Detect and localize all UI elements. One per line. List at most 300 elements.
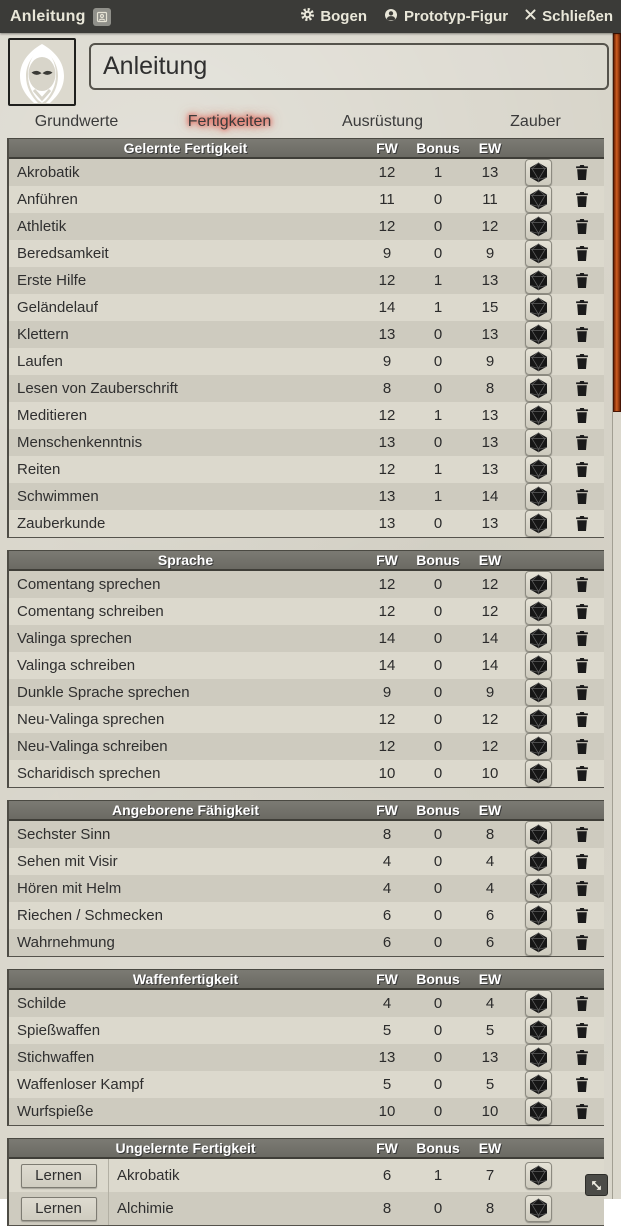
skill-row (9, 1098, 604, 1125)
learn-cell (9, 1159, 109, 1192)
d20-die-icon (528, 709, 549, 730)
column-header-fw: FW (376, 140, 398, 156)
roll-dice-button[interactable] (525, 571, 552, 598)
column-header-fw: FW (376, 1140, 398, 1156)
d20-die-icon (528, 297, 549, 318)
column-header-bonus: Bonus (416, 552, 460, 568)
skill-fw: 8 (382, 380, 392, 397)
skill-bonus: 1 (433, 299, 443, 316)
roll-dice-button[interactable] (525, 294, 552, 321)
skill-row (9, 267, 604, 294)
delete-skill-button[interactable] (574, 576, 590, 593)
roll-dice-button[interactable] (525, 875, 552, 902)
menu-item-schliessen[interactable] (524, 8, 613, 25)
column-header-ew: EW (478, 552, 502, 568)
d20-die-icon (528, 1165, 549, 1186)
hooded-figure-icon (10, 40, 74, 104)
roll-dice-button[interactable] (525, 510, 552, 537)
d20-die-icon (528, 405, 549, 426)
character-name-input[interactable] (89, 43, 609, 90)
skill-name: Wahrnehmung (17, 934, 115, 951)
d20-die-icon (528, 655, 549, 676)
resize-handle[interactable] (585, 1174, 608, 1196)
skill-ew: 4 (485, 880, 495, 897)
roll-dice-button[interactable] (525, 652, 552, 679)
trash-icon (574, 1049, 590, 1066)
menu-item-label: Prototyp-Figur (403, 8, 509, 25)
skill-ew: 12 (481, 711, 499, 728)
skill-name: Wurfspieße (17, 1103, 94, 1120)
trash-icon (574, 765, 590, 782)
skill-fw: 10 (378, 765, 396, 782)
skill-ew: 5 (485, 1022, 495, 1039)
roll-dice-button[interactable] (525, 348, 552, 375)
skill-bonus: 0 (433, 657, 443, 674)
skill-bonus: 0 (433, 1103, 443, 1120)
skill-row (9, 625, 604, 652)
character-card-icon (93, 8, 111, 26)
d20-die-icon (528, 763, 549, 784)
skill-bonus: 1 (433, 272, 443, 289)
skill-fw: 9 (382, 245, 392, 262)
tab-fertigkeiten[interactable]: Fertigkeiten (187, 112, 272, 130)
skill-bonus: 0 (433, 191, 443, 208)
skill-name: Zauberkunde (17, 515, 106, 532)
delete-skill-button[interactable] (574, 515, 590, 532)
d20-die-icon (528, 905, 549, 926)
skill-name: Reiten (17, 461, 61, 478)
trash-icon (574, 218, 590, 235)
delete-skill-button[interactable] (574, 995, 590, 1012)
titlebar (0, 0, 621, 33)
skill-section (7, 1138, 604, 1226)
skill-fw: 9 (382, 684, 392, 701)
skill-name: Schwimmen (17, 488, 99, 505)
skill-fw: 8 (382, 826, 392, 843)
skill-fw: 14 (378, 299, 396, 316)
skill-ew: 11 (482, 191, 498, 208)
skill-name: Schilde (17, 995, 67, 1012)
d20-die-icon (528, 1020, 549, 1041)
skill-section (7, 800, 604, 957)
skill-name: Comentang schreiben (17, 603, 164, 620)
skill-name: Alchimie (117, 1200, 174, 1217)
learn-cell (9, 1192, 109, 1225)
d20-die-icon (528, 628, 549, 649)
skill-row (9, 186, 604, 213)
skill-ew: 6 (485, 934, 495, 951)
delete-skill-button[interactable] (574, 1049, 590, 1066)
skill-name: Hören mit Helm (17, 880, 122, 897)
roll-dice-button[interactable] (525, 267, 552, 294)
tab-bar (0, 109, 612, 134)
roll-dice-button[interactable] (525, 1098, 552, 1125)
delete-skill-button[interactable] (574, 826, 590, 843)
skill-fw: 13 (378, 326, 396, 343)
skill-fw: 12 (378, 711, 396, 728)
section-title: Ungelernte Fertigkeit (115, 1140, 256, 1156)
skill-name: Dunkle Sprache sprechen (17, 684, 190, 701)
delete-skill-button[interactable] (574, 907, 590, 924)
roll-dice-button[interactable] (525, 456, 552, 483)
skill-section (7, 550, 604, 788)
column-header-bonus: Bonus (416, 140, 460, 156)
column-header-ew: EW (478, 802, 502, 818)
skill-ew: 8 (485, 380, 495, 397)
skill-ew: 13 (481, 407, 499, 424)
skill-bonus: 0 (433, 1076, 443, 1093)
delete-skill-button[interactable] (574, 434, 590, 451)
roll-dice-button[interactable] (525, 760, 552, 787)
trash-icon (574, 515, 590, 532)
delete-skill-button[interactable] (574, 657, 590, 674)
skill-row (9, 348, 604, 375)
skill-row (9, 1044, 604, 1071)
skill-ew: 8 (485, 826, 495, 843)
trash-icon (574, 272, 590, 289)
roll-dice-button[interactable] (525, 429, 552, 456)
trash-icon (574, 353, 590, 370)
skill-ew: 13 (481, 1049, 499, 1066)
skill-ew: 4 (485, 995, 495, 1012)
roll-dice-button[interactable] (525, 733, 552, 760)
roll-dice-button[interactable] (525, 902, 552, 929)
skill-fw: 4 (382, 880, 392, 897)
roll-dice-button[interactable] (525, 821, 552, 848)
roll-dice-button[interactable] (525, 625, 552, 652)
skill-row (9, 902, 604, 929)
skill-row (9, 321, 604, 348)
delete-skill-button[interactable] (574, 765, 590, 782)
section-rows (9, 1159, 604, 1225)
skill-ew: 10 (481, 1103, 499, 1120)
skill-row (9, 733, 604, 760)
skill-bonus: 0 (433, 630, 443, 647)
skill-fw: 12 (378, 461, 396, 478)
skill-ew: 14 (481, 488, 499, 505)
skill-fw: 12 (378, 407, 396, 424)
trash-icon (574, 1076, 590, 1093)
delete-skill-button[interactable] (574, 1022, 590, 1039)
delete-skill-button[interactable] (574, 488, 590, 505)
roll-dice-button[interactable] (525, 159, 552, 186)
roll-dice-button[interactable] (525, 321, 552, 348)
titlebar-left (10, 8, 111, 26)
d20-die-icon (528, 513, 549, 534)
delete-skill-button[interactable] (574, 299, 590, 316)
delete-skill-button[interactable] (574, 218, 590, 235)
section-header (9, 550, 604, 571)
skill-fw: 13 (378, 515, 396, 532)
skill-fw: 13 (378, 488, 396, 505)
skill-name: Comentang sprechen (17, 576, 161, 593)
trash-icon (574, 853, 590, 870)
skill-name: Geländelauf (17, 299, 98, 316)
d20-die-icon (528, 162, 549, 183)
column-header-bonus: Bonus (416, 802, 460, 818)
d20-die-icon (528, 682, 549, 703)
skill-bonus: 1 (433, 164, 443, 181)
delete-skill-button[interactable] (574, 326, 590, 343)
roll-dice-button[interactable] (525, 186, 552, 213)
d20-die-icon (528, 574, 549, 595)
learn-button[interactable]: Lernen (21, 1164, 97, 1188)
delete-skill-button[interactable] (574, 630, 590, 647)
skill-row (9, 875, 604, 902)
skill-bonus: 0 (433, 603, 443, 620)
skill-row (9, 294, 604, 321)
menu-item-prototyp-figur[interactable] (383, 7, 508, 27)
skill-ew: 12 (481, 218, 499, 235)
roll-dice-button[interactable] (525, 929, 552, 956)
skill-row (9, 706, 604, 733)
delete-skill-button[interactable] (574, 272, 590, 289)
skill-fw: 5 (382, 1022, 392, 1039)
trash-icon (574, 461, 590, 478)
column-header-fw: FW (376, 802, 398, 818)
skill-bonus: 0 (433, 853, 443, 870)
tab-zauber[interactable]: Zauber (510, 112, 561, 130)
d20-die-icon (528, 932, 549, 953)
skill-fw: 5 (382, 1076, 392, 1093)
section-header (9, 969, 604, 990)
delete-skill-button[interactable] (574, 353, 590, 370)
skill-row (9, 456, 604, 483)
d20-die-icon (528, 736, 549, 757)
skill-ew: 9 (485, 353, 495, 370)
trash-icon (574, 738, 590, 755)
delete-skill-button[interactable] (574, 853, 590, 870)
menu-item-bogen[interactable] (300, 7, 367, 26)
skill-row (9, 213, 604, 240)
trash-icon (574, 907, 590, 924)
skill-fw: 12 (378, 576, 396, 593)
tab-ausruestung[interactable]: Ausrüstung (342, 112, 423, 130)
skill-ew: 14 (481, 657, 499, 674)
skill-name: Riechen / Schmecken (17, 907, 163, 924)
skill-row (9, 1159, 604, 1192)
skill-bonus: 0 (433, 380, 443, 397)
skill-bonus: 0 (433, 765, 443, 782)
roll-dice-button[interactable] (525, 1162, 552, 1189)
skill-name: Spießwaffen (17, 1022, 101, 1039)
skill-fw: 6 (382, 1167, 392, 1184)
skill-ew: 5 (485, 1076, 495, 1093)
d20-die-icon (528, 459, 549, 480)
skill-row (9, 1192, 604, 1225)
delete-skill-button[interactable] (574, 191, 590, 208)
delete-skill-button[interactable] (574, 934, 590, 951)
d20-die-icon (528, 824, 549, 845)
skill-row (9, 1017, 604, 1044)
skill-bonus: 1 (433, 461, 443, 478)
d20-die-icon (528, 486, 549, 507)
skill-fw: 8 (382, 1200, 392, 1217)
roll-dice-button[interactable] (525, 1071, 552, 1098)
skill-fw: 14 (378, 630, 396, 647)
skill-name: Akrobatik (17, 164, 80, 181)
roll-dice-button[interactable] (525, 706, 552, 733)
skill-row (9, 848, 604, 875)
skill-ew: 13 (481, 272, 499, 289)
section-title: Gelernte Fertigkeit (123, 140, 248, 156)
trash-icon (574, 995, 590, 1012)
section-title: Angeborene Fähigkeit (111, 802, 260, 818)
d20-die-icon (528, 189, 549, 210)
column-header-ew: EW (478, 971, 502, 987)
roll-dice-button[interactable] (525, 679, 552, 706)
trash-icon (574, 934, 590, 951)
skill-fw: 13 (378, 434, 396, 451)
delete-skill-button[interactable] (574, 1076, 590, 1093)
skill-name: Lesen von Zauberschrift (17, 380, 178, 397)
skill-bonus: 0 (433, 326, 443, 343)
skill-bonus: 1 (433, 488, 443, 505)
column-header-bonus: Bonus (416, 971, 460, 987)
skill-bonus: 1 (433, 1167, 443, 1184)
skill-name: Stichwaffen (17, 1049, 95, 1066)
roll-dice-button[interactable] (525, 402, 552, 429)
delete-skill-button[interactable] (574, 1103, 590, 1120)
roll-dice-button[interactable] (525, 240, 552, 267)
section-header (9, 1138, 604, 1159)
d20-die-icon (528, 1047, 549, 1068)
skill-name: Laufen (17, 353, 63, 370)
section-title: Waffenfertigkeit (132, 971, 239, 987)
skill-ew: 13 (481, 515, 499, 532)
section-title: Sprache (157, 552, 214, 568)
roll-dice-button[interactable] (525, 1044, 552, 1071)
skill-bonus: 0 (433, 934, 443, 951)
trash-icon (574, 407, 590, 424)
scrollbar-thumb[interactable] (613, 33, 621, 412)
skill-bonus: 0 (433, 434, 443, 451)
delete-skill-button[interactable] (574, 164, 590, 181)
delete-skill-button[interactable] (574, 711, 590, 728)
skill-fw: 11 (379, 191, 395, 208)
section-rows (9, 990, 604, 1125)
d20-die-icon (528, 324, 549, 345)
trash-icon (574, 1103, 590, 1120)
roll-dice-button[interactable] (525, 598, 552, 625)
skill-fw: 4 (382, 995, 392, 1012)
trash-icon (574, 630, 590, 647)
learn-button[interactable]: Lernen (21, 1197, 97, 1221)
d20-die-icon (528, 993, 549, 1014)
skill-section (7, 969, 604, 1126)
roll-dice-button[interactable] (525, 1195, 552, 1222)
skill-fw: 6 (382, 934, 392, 951)
delete-skill-button[interactable] (574, 684, 590, 701)
skill-bonus: 0 (433, 711, 443, 728)
roll-dice-button[interactable] (525, 1017, 552, 1044)
roll-dice-button[interactable] (525, 848, 552, 875)
skill-name: Anführen (17, 191, 78, 208)
skill-row (9, 990, 604, 1017)
roll-dice-button[interactable] (525, 990, 552, 1017)
skill-ew: 7 (485, 1167, 495, 1184)
skill-fw: 13 (378, 1049, 396, 1066)
trash-icon (574, 826, 590, 843)
trash-icon (574, 576, 590, 593)
character-portrait[interactable] (8, 38, 76, 106)
tab-grundwerte[interactable]: Grundwerte (34, 112, 119, 130)
skill-row (9, 652, 604, 679)
trash-icon (574, 299, 590, 316)
trash-icon (574, 434, 590, 451)
column-header-ew: EW (478, 1140, 502, 1156)
skill-fw: 12 (378, 603, 396, 620)
skill-bonus: 0 (433, 245, 443, 262)
d20-die-icon (528, 851, 549, 872)
skill-ew: 13 (481, 164, 499, 181)
skill-row (9, 1071, 604, 1098)
trash-icon (574, 711, 590, 728)
skill-name: Sehen mit Visir (17, 853, 118, 870)
skill-bonus: 0 (433, 1022, 443, 1039)
column-header-fw: FW (376, 552, 398, 568)
skill-name: Menschenkenntnis (17, 434, 143, 451)
d20-die-icon (528, 351, 549, 372)
skill-fw: 4 (382, 853, 392, 870)
roll-dice-button[interactable] (525, 213, 552, 240)
trash-icon (574, 245, 590, 262)
delete-skill-button[interactable] (574, 245, 590, 262)
skill-row (9, 375, 604, 402)
skill-ew: 12 (481, 738, 499, 755)
skill-section (7, 138, 604, 538)
delete-skill-button[interactable] (574, 380, 590, 397)
skill-name: Valinga sprechen (17, 630, 132, 647)
roll-dice-button[interactable] (525, 483, 552, 510)
delete-skill-button[interactable] (574, 603, 590, 620)
skill-name: Klettern (17, 326, 69, 343)
trash-icon (574, 684, 590, 701)
window-title: Anleitung (10, 7, 86, 25)
skill-bonus: 0 (433, 1200, 443, 1217)
delete-skill-button[interactable] (574, 407, 590, 424)
skill-fw: 6 (382, 907, 392, 924)
delete-skill-button[interactable] (574, 738, 590, 755)
trash-icon (574, 164, 590, 181)
section-header (9, 138, 604, 159)
skill-bonus: 0 (433, 684, 443, 701)
skill-fw: 10 (378, 1103, 396, 1120)
skill-ew: 8 (485, 1200, 495, 1217)
skill-row (9, 929, 604, 956)
skill-bonus: 0 (433, 995, 443, 1012)
skill-fw: 12 (378, 164, 396, 181)
gear-icon (300, 7, 315, 26)
skill-ew: 9 (485, 245, 495, 262)
skill-bonus: 0 (433, 515, 443, 532)
skill-bonus: 0 (433, 218, 443, 235)
skill-row (9, 510, 604, 537)
delete-skill-button[interactable] (574, 880, 590, 897)
skill-bonus: 0 (433, 576, 443, 593)
close-icon (524, 8, 537, 25)
roll-dice-button[interactable] (525, 375, 552, 402)
delete-skill-button[interactable] (574, 461, 590, 478)
sections (0, 138, 612, 1226)
skill-name: Beredsamkeit (17, 245, 109, 262)
scrollbar-track[interactable] (612, 33, 621, 1199)
skill-ew: 4 (485, 853, 495, 870)
skill-name: Meditieren (17, 407, 88, 424)
skill-ew: 12 (481, 576, 499, 593)
d20-die-icon (528, 243, 549, 264)
titlebar-menu (300, 7, 613, 27)
